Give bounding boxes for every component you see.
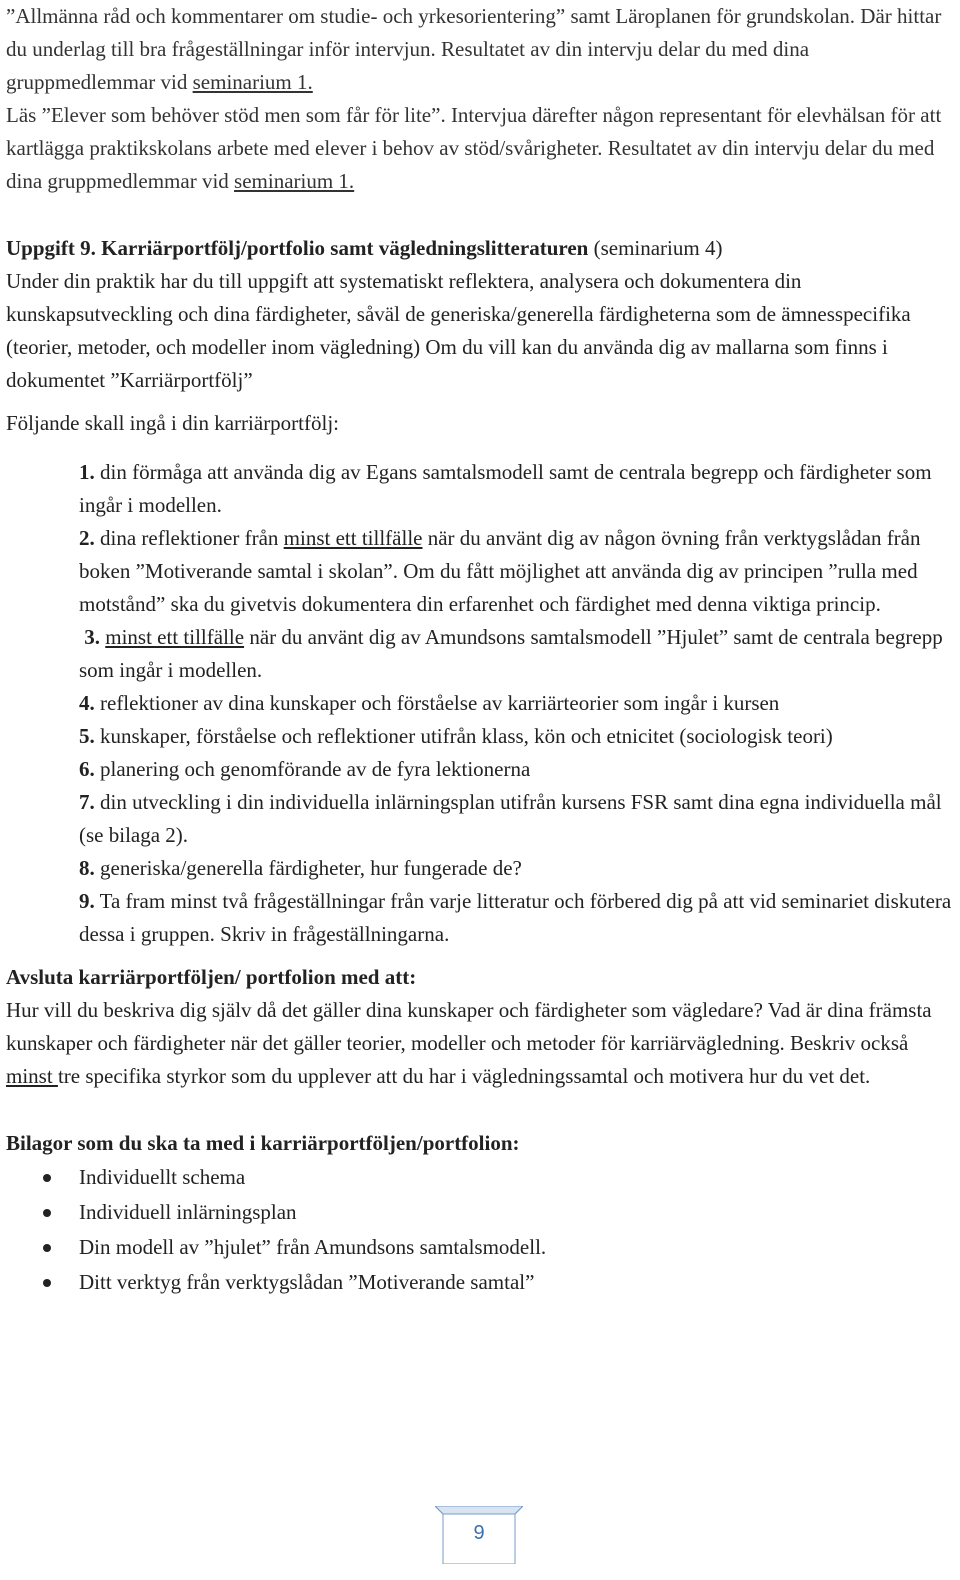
- task-9-title: Karriärportfölj/portfolio samt vägledningslitteraturen: [101, 236, 589, 260]
- seminar-1-reference-2: seminarium 1.: [234, 169, 355, 193]
- bullet-icon: [43, 1279, 51, 1287]
- intro-paragraph-2: [6, 99, 954, 198]
- task-9-lead: Följande skall ingå i din karriärportfölj:: [6, 411, 340, 435]
- attachments-heading: Bilagor som du ska ta med i karriärportföljen/portfolion:: [6, 1131, 520, 1155]
- list-item: 7. din utveckling i din individuella inlärningsplan utifrån kursens FSR samt dina egna individuella mål (se bilaga 2).: [79, 790, 942, 847]
- document-page: [6, 0, 954, 1300]
- list-item: Din modell av ”hjulet” från Amundsons samtalsmodell.: [6, 1230, 954, 1265]
- intro-paragraph-1: [6, 0, 954, 99]
- list-item: 5. kunskaper, förståelse och reflektioner utifrån klass, kön och etnicitet (sociologisk teori): [79, 724, 833, 748]
- closing-heading: Avsluta karriärportföljen/ portfolion med att:: [6, 965, 417, 989]
- bullet-icon: [43, 1209, 51, 1217]
- list-item: 8. generiska/generella färdigheter, hur fungerade de?: [79, 856, 522, 880]
- task-9-label: Uppgift 9.: [6, 236, 96, 260]
- list-item: 6. planering och genomförande av de fyra lektionerna: [79, 757, 531, 781]
- task-9-body: Under din praktik har du till uppgift att systematiskt reflektera, analysera och dokumentera din kunskapsutveckling och dina färdigheter, såväl de generiska/generella färdigheterna som de ämnesspecifika (teorier, metoder, och modeller inom vägledning) Om du vill kan du använda dig av mallarna som finns i dokumentet ”Karriärportfölj”: [6, 269, 911, 392]
- task-9-heading: [6, 232, 954, 265]
- attachments-list: [6, 1160, 954, 1300]
- intro-text-2: Läs ”Elever som behöver stöd men som får för lite”. Intervjua därefter någon representant för elevhälsan för att kartlägga praktikskolans arbete med elever i behov av stöd/svårigheter. Resultatet av din intervju delar du med dina gruppmedlemmar vid: [6, 103, 942, 193]
- list-item: Individuellt schema: [6, 1160, 954, 1195]
- list-item: 4. reflektioner av dina kunskaper och förståelse av karriärteorier som ingår i kursen: [79, 691, 780, 715]
- portfolio-items-list: [6, 456, 954, 951]
- seminar-1-reference: seminarium 1.: [192, 70, 313, 94]
- closing-body: Hur vill du beskriva dig själv då det gäller dina kunskaper och färdigheter som vägledare? Vad är dina främsta kunskaper och färdigheter när det gäller teorier, modeller och metoder för karriärvägledning. Beskriv också minst tre specifika styrkor som du upplever att du har i vägledningssamtal och motivera hur du vet det.: [6, 998, 932, 1088]
- intro-text-1: ”Allmänna råd och kommentarer om studie- och yrkesorientering” samt Läroplanen för grundskolan. Där hittar du underlag till bra frågeställningar inför intervjun. Resultatet av din intervju delar du med dina gruppmedlemmar vid: [6, 4, 942, 94]
- page-number: 9: [473, 1522, 485, 1544]
- list-item: 1. din förmåga att använda dig av Egans samtalsmodell samt de centrala begrepp och färdigheter som ingår i modellen.: [79, 460, 932, 517]
- bullet-icon: [43, 1244, 51, 1252]
- list-item: 2. dina reflektioner från minst ett tillfälle när du använt dig av någon övning från verktygslådan från boken ”Motiverande samtal i skolan”. Om du fått möjlighet att använda dig av principen ”rulla med motstånd” ska du givetvis dokumentera din erfarenhet och färdighet med denna viktiga princip.: [79, 526, 921, 616]
- bullet-icon: [43, 1174, 51, 1182]
- list-item: Ditt verktyg från verktygslådan ”Motiverande samtal”: [6, 1265, 954, 1300]
- task-9-seminar: (seminarium 4): [593, 236, 723, 260]
- list-item: 3. minst ett tillfälle när du använt dig av Amundsons samtalsmodell ”Hjulet” samt de centrala begrepp som ingår i modellen.: [79, 625, 943, 682]
- list-item: 9. Ta fram minst två frågeställningar från varje litteratur och förbered dig på att vid seminariet diskutera dessa i gruppen. Skriv in frågeställningarna.: [79, 889, 952, 946]
- list-item: Individuell inlärningsplan: [6, 1195, 954, 1230]
- page-number-badge: [435, 1506, 523, 1564]
